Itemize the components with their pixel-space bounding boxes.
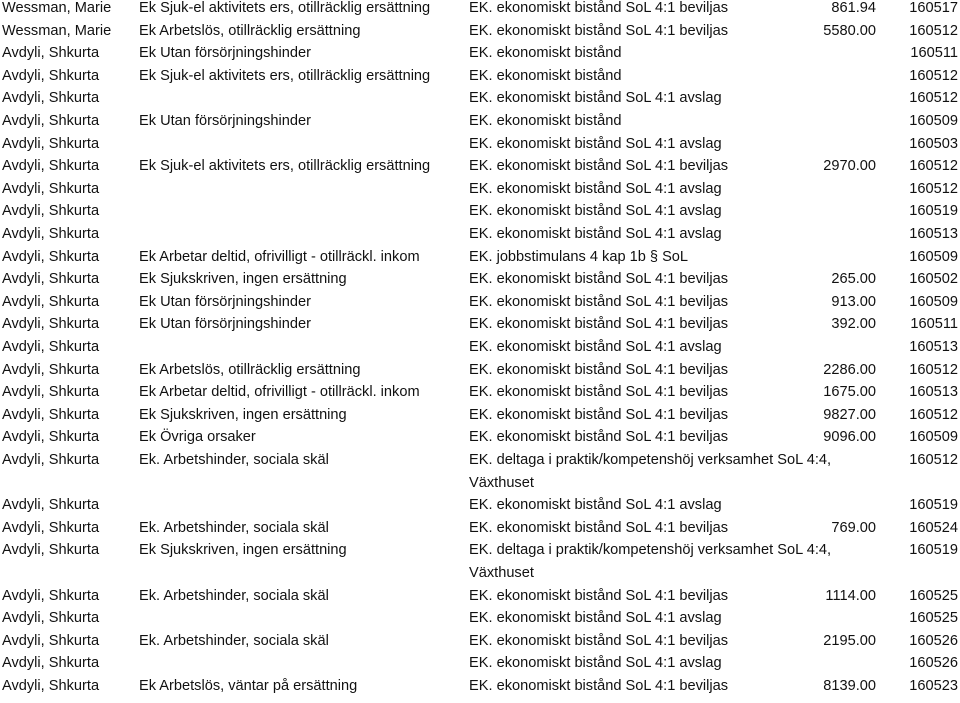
row-amount: 769.00	[831, 519, 876, 536]
ledger-row	[0, 607, 960, 630]
row-amount: 861.94	[831, 0, 876, 16]
row-reason: Ek Sjukskriven, ingen ersättning	[139, 406, 347, 423]
row-code: 160526	[909, 655, 958, 672]
ledger-row	[0, 268, 960, 291]
row-decision: EK. ekonomiskt bistånd SoL 4:1 avslag	[469, 497, 722, 514]
row-code: 160519	[909, 497, 958, 514]
ledger-row	[0, 336, 960, 359]
row-decision: EK. ekonomiskt bistånd SoL 4:1 beviljas	[469, 632, 729, 649]
row-name: Avdyli, Shkurta	[2, 90, 100, 107]
row-name: Avdyli, Shkurta	[2, 497, 100, 514]
row-decision-continuation: Växthuset	[469, 474, 534, 491]
row-name: Avdyli, Shkurta	[2, 339, 100, 355]
ledger-row	[0, 20, 960, 43]
row-decision: EK. deltaga i praktik/kompetenshöj verksamhet SoL 4:4,	[469, 542, 832, 559]
row-reason: Ek Utan försörjningshinder	[139, 45, 311, 62]
ledger-row	[0, 426, 960, 449]
ledger-row	[0, 359, 960, 382]
row-decision: EK. ekonomiskt bistånd SoL 4:1 beviljas	[469, 429, 729, 446]
ledger-row	[0, 110, 960, 133]
row-decision: EK. ekonomiskt bistånd	[469, 113, 622, 129]
row-name: Avdyli, Shkurta	[2, 316, 100, 333]
row-decision: EK. ekonomiskt bistånd SoL 4:1 avslag	[469, 203, 722, 220]
row-amount: 913.00	[831, 293, 876, 310]
row-reason: Ek Sjukskriven, ingen ersättning	[139, 542, 347, 559]
row-amount: 265.00	[831, 271, 876, 288]
row-code: 160519	[909, 542, 958, 559]
row-name: Avdyli, Shkurta	[2, 113, 100, 129]
ledger-row	[0, 291, 960, 314]
row-name: Wessman, Marie	[2, 0, 112, 16]
row-code: 160519	[909, 203, 958, 220]
ledger-row	[0, 133, 960, 156]
row-code: 160512	[909, 361, 958, 378]
row-decision: EK. ekonomiskt bistånd SoL 4:1 beviljas	[469, 361, 729, 378]
row-decision: EK. ekonomiskt bistånd SoL 4:1 beviljas	[469, 406, 729, 423]
row-code: 160523	[909, 678, 958, 694]
row-decision: EK. ekonomiskt bistånd SoL 4:1 avslag	[469, 610, 722, 627]
row-code: 160526	[909, 632, 958, 649]
row-reason: Ek Arbetar deltid, ofrivilligt - otillräckl. inkom	[139, 248, 420, 265]
row-code: 160509	[909, 429, 958, 446]
row-name: Avdyli, Shkurta	[2, 135, 100, 152]
row-decision: EK. ekonomiskt bistånd SoL 4:1 avslag	[469, 90, 722, 107]
row-name: Avdyli, Shkurta	[2, 406, 100, 423]
row-decision: EK. ekonomiskt bistånd SoL 4:1 beviljas	[469, 678, 729, 694]
row-name: Avdyli, Shkurta	[2, 271, 100, 288]
row-reason: Ek Arbetslös, otillräcklig ersättning	[139, 361, 361, 378]
row-name: Avdyli, Shkurta	[2, 519, 100, 536]
row-name: Avdyli, Shkurta	[2, 45, 100, 62]
row-name: Avdyli, Shkurta	[2, 678, 100, 694]
row-name: Avdyli, Shkurta	[2, 203, 100, 220]
row-reason: Ek Sjuk-el aktivitets ers, otillräcklig ersättning	[139, 67, 431, 84]
row-name: Avdyli, Shkurta	[2, 384, 100, 401]
row-code: 160509	[909, 293, 958, 310]
row-name: Avdyli, Shkurta	[2, 361, 100, 378]
row-code: 160511	[910, 45, 958, 62]
row-decision-continuation: Växthuset	[469, 565, 534, 581]
row-reason: Ek Sjukskriven, ingen ersättning	[139, 271, 347, 288]
row-name: Avdyli, Shkurta	[2, 655, 100, 672]
ledger-row	[0, 652, 960, 675]
row-code: 160513	[909, 339, 958, 355]
row-amount: 1114.00	[825, 587, 876, 604]
row-decision: EK. ekonomiskt bistånd SoL 4:1 avslag	[469, 226, 722, 242]
ledger-row	[0, 87, 960, 110]
ledger-row	[0, 313, 960, 336]
row-name: Avdyli, Shkurta	[2, 542, 100, 559]
row-decision: EK. ekonomiskt bistånd SoL 4:1 avslag	[469, 655, 722, 672]
row-decision: EK. deltaga i praktik/kompetenshöj verksamhet SoL 4:4,	[469, 452, 832, 468]
row-code: 160512	[909, 90, 958, 107]
row-name: Avdyli, Shkurta	[2, 293, 100, 310]
row-reason: Ek. Arbetshinder, sociala skäl	[139, 519, 329, 536]
row-code: 160517	[909, 0, 958, 16]
ledger-row	[0, 65, 960, 88]
row-reason: Ek Sjuk-el aktivitets ers, otillräcklig ersättning	[139, 0, 431, 16]
row-code: 160512	[909, 406, 958, 423]
row-decision: EK. ekonomiskt bistånd	[469, 67, 622, 84]
row-code: 160509	[909, 113, 958, 129]
row-code: 160503	[909, 135, 958, 152]
row-reason: Ek. Arbetshinder, sociala skäl	[139, 452, 329, 468]
row-name: Avdyli, Shkurta	[2, 587, 100, 604]
row-name: Wessman, Marie	[2, 22, 112, 39]
row-name: Avdyli, Shkurta	[2, 180, 100, 197]
ledger-row	[0, 630, 960, 653]
row-decision: EK. ekonomiskt bistånd	[469, 45, 622, 62]
row-code: 160513	[909, 384, 958, 401]
row-amount: 2195.00	[823, 632, 876, 649]
row-code: 160512	[909, 22, 958, 39]
row-name: Avdyli, Shkurta	[2, 610, 100, 627]
ledger-row	[0, 675, 960, 698]
row-reason: Ek Arbetslös, otillräcklig ersättning	[139, 22, 361, 39]
row-amount: 2286.00	[823, 361, 876, 378]
row-decision: EK. ekonomiskt bistånd SoL 4:1 avslag	[469, 180, 722, 197]
row-reason: Ek. Arbetshinder, sociala skäl	[139, 587, 329, 604]
row-decision: EK. ekonomiskt bistånd SoL 4:1 avslag	[469, 339, 722, 355]
row-amount: 392.00	[831, 316, 876, 333]
ledger-row	[0, 494, 960, 517]
row-code: 160512	[909, 158, 958, 175]
ledger-row	[0, 404, 960, 427]
row-code: 160509	[909, 248, 958, 265]
row-reason: Ek Övriga orsaker	[139, 429, 256, 446]
row-reason: Ek Arbetslös, väntar på ersättning	[139, 678, 358, 694]
row-code: 160511	[910, 316, 958, 333]
row-reason: Ek Utan försörjningshinder	[139, 113, 311, 129]
row-decision: EK. ekonomiskt bistånd SoL 4:1 beviljas	[469, 519, 729, 536]
row-code: 160512	[909, 452, 958, 468]
row-name: Avdyli, Shkurta	[2, 158, 100, 175]
ledger-row	[0, 539, 960, 562]
row-decision: EK. ekonomiskt bistånd SoL 4:1 beviljas	[469, 22, 729, 39]
ledger-row	[0, 200, 960, 223]
ledger-row	[0, 449, 960, 472]
row-name: Avdyli, Shkurta	[2, 429, 100, 446]
row-decision: EK. ekonomiskt bistånd SoL 4:1 beviljas	[469, 0, 729, 16]
ledger-row	[0, 517, 960, 540]
row-code: 160525	[909, 610, 958, 627]
row-reason: Ek Sjuk-el aktivitets ers, otillräcklig ersättning	[139, 158, 431, 175]
row-decision: EK. ekonomiskt bistånd SoL 4:1 beviljas	[469, 587, 729, 604]
row-decision: EK. ekonomiskt bistånd SoL 4:1 beviljas	[469, 158, 729, 175]
row-code: 160512	[909, 180, 958, 197]
row-amount: 8139.00	[823, 678, 876, 694]
row-decision: EK. ekonomiskt bistånd SoL 4:1 beviljas	[469, 384, 729, 401]
row-reason: Ek Arbetar deltid, ofrivilligt - otillräckl. inkom	[139, 384, 420, 401]
row-code: 160502	[909, 271, 958, 288]
row-amount: 9096.00	[823, 429, 876, 446]
row-reason: Ek. Arbetshinder, sociala skäl	[139, 632, 329, 649]
row-reason: Ek Utan försörjningshinder	[139, 293, 311, 310]
ledger-row	[0, 178, 960, 201]
ledger-row	[0, 381, 960, 404]
row-amount: 2970.00	[823, 158, 876, 175]
row-decision: EK. ekonomiskt bistånd SoL 4:1 beviljas	[469, 316, 729, 333]
row-amount: 9827.00	[823, 406, 876, 423]
ledger-row	[0, 0, 960, 20]
row-decision: EK. ekonomiskt bistånd SoL 4:1 beviljas	[469, 271, 729, 288]
row-amount: 5580.00	[823, 22, 876, 39]
row-name: Avdyli, Shkurta	[2, 67, 100, 84]
ledger-row	[0, 246, 960, 269]
ledger-row	[0, 223, 960, 246]
ledger-row	[0, 585, 960, 608]
row-reason: Ek Utan försörjningshinder	[139, 316, 311, 333]
row-decision: EK. jobbstimulans 4 kap 1b § SoL	[469, 248, 689, 265]
row-name: Avdyli, Shkurta	[2, 248, 100, 265]
row-name: Avdyli, Shkurta	[2, 226, 100, 242]
row-decision: EK. ekonomiskt bistånd SoL 4:1 beviljas	[469, 293, 729, 310]
row-name: Avdyli, Shkurta	[2, 452, 100, 468]
row-name: Avdyli, Shkurta	[2, 632, 100, 649]
ledger-row	[0, 155, 960, 178]
row-decision: EK. ekonomiskt bistånd SoL 4:1 avslag	[469, 135, 722, 152]
row-code: 160524	[909, 519, 958, 536]
row-code: 160512	[909, 67, 958, 84]
row-amount: 1675.00	[823, 384, 876, 401]
row-code: 160513	[909, 226, 958, 242]
row-code: 160525	[909, 587, 958, 604]
ledger-row	[0, 42, 960, 65]
